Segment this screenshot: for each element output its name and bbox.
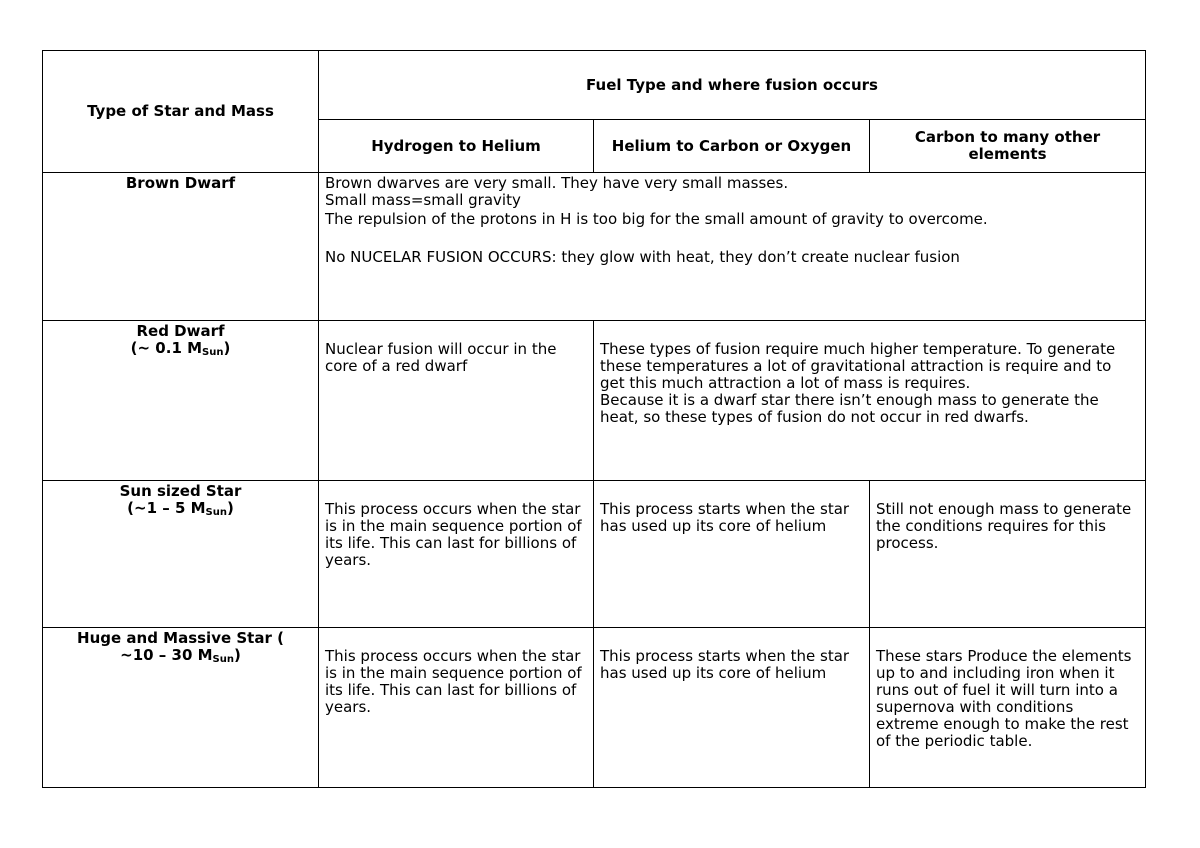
red-dwarf-name: Red Dwarf bbox=[136, 322, 225, 340]
huge-massive-name: Huge and Massive Star ( bbox=[77, 629, 284, 647]
sun-sized-type bbox=[43, 481, 319, 628]
red-dwarf-mass: (~ 0.1 $M_{Sun}$) bbox=[130, 339, 231, 358]
sub-header-c-to-many: Carbon to many other elements bbox=[870, 120, 1146, 173]
sub-header-he-to-c: Helium to Carbon or Oxygen bbox=[594, 120, 870, 173]
huge-massive-h-to-he: This process occurs when the star is in the main sequence portion of its life. This can last for billions of years. bbox=[319, 628, 594, 788]
huge-massive-he-to-c: This process starts when the star has used up its core of helium bbox=[594, 628, 870, 788]
brown-dwarf-line-4: No NUCELAR FUSION OCCURS: they glow with heat, they don’t create nuclear fusion bbox=[325, 248, 960, 266]
row-sun-sized bbox=[43, 481, 1146, 628]
fuel-column-header: Fuel Type and where fusion occurs bbox=[319, 51, 1146, 120]
row-brown-dwarf bbox=[43, 173, 1146, 321]
red-dwarf-higher-text-1: These types of fusion require much higher temperature. To generate these temperatures a lot of gravitational attraction is require and to get this much attraction a lot of mass is requires. bbox=[600, 340, 1116, 392]
huge-massive-mass: ~10 – 30 $M_{Sun}$) bbox=[120, 646, 241, 665]
sun-sized-name: Sun sized Star bbox=[119, 482, 242, 500]
red-dwarf-higher-text-2: Because it is a dwarf star there isn’t enough mass to generate the heat, so these types of fusion do not occur in red dwarfs. bbox=[600, 391, 1099, 426]
sun-sized-h-to-he: This process occurs when the star is in the main sequence portion of its life. This can last for billions of years. bbox=[319, 481, 594, 628]
red-dwarf-type bbox=[43, 321, 319, 481]
brown-dwarf-line-3: The repulsion of the protons in H is too big for the small amount of gravity to overcome. bbox=[325, 210, 988, 228]
huge-massive-type bbox=[43, 628, 319, 788]
red-dwarf-h-to-he: Nuclear fusion will occur in the core of a red dwarf bbox=[319, 321, 594, 481]
sun-sized-he-to-c: This process starts when the star has used up its core of helium bbox=[594, 481, 870, 628]
brown-dwarf-type: Brown Dwarf bbox=[43, 173, 319, 321]
header-row-top bbox=[43, 51, 1146, 120]
row-red-dwarf bbox=[43, 321, 1146, 481]
red-dwarf-higher-fusion bbox=[594, 321, 1146, 481]
sun-sized-c-to-many: Still not enough mass to generate the conditions requires for this process. bbox=[870, 481, 1146, 628]
sub-header-h-to-he: Hydrogen to Helium bbox=[319, 120, 594, 173]
brown-dwarf-line-1: Brown dwarves are very small. They have very small masses. bbox=[325, 174, 789, 192]
type-column-header: Type of Star and Mass bbox=[43, 51, 319, 173]
sun-sized-mass: (~1 – 5 $M_{Sun}$) bbox=[127, 499, 234, 518]
star-fusion-table bbox=[42, 50, 1146, 788]
brown-dwarf-description bbox=[319, 173, 1146, 321]
brown-dwarf-line-2: Small mass=small gravity bbox=[325, 191, 521, 209]
huge-massive-c-to-many: These stars Produce the elements up to and including iron when it runs out of fuel it will turn into a supernova with conditions extreme enough to make the rest of the periodic table. bbox=[870, 628, 1146, 788]
row-huge-massive bbox=[43, 628, 1146, 788]
